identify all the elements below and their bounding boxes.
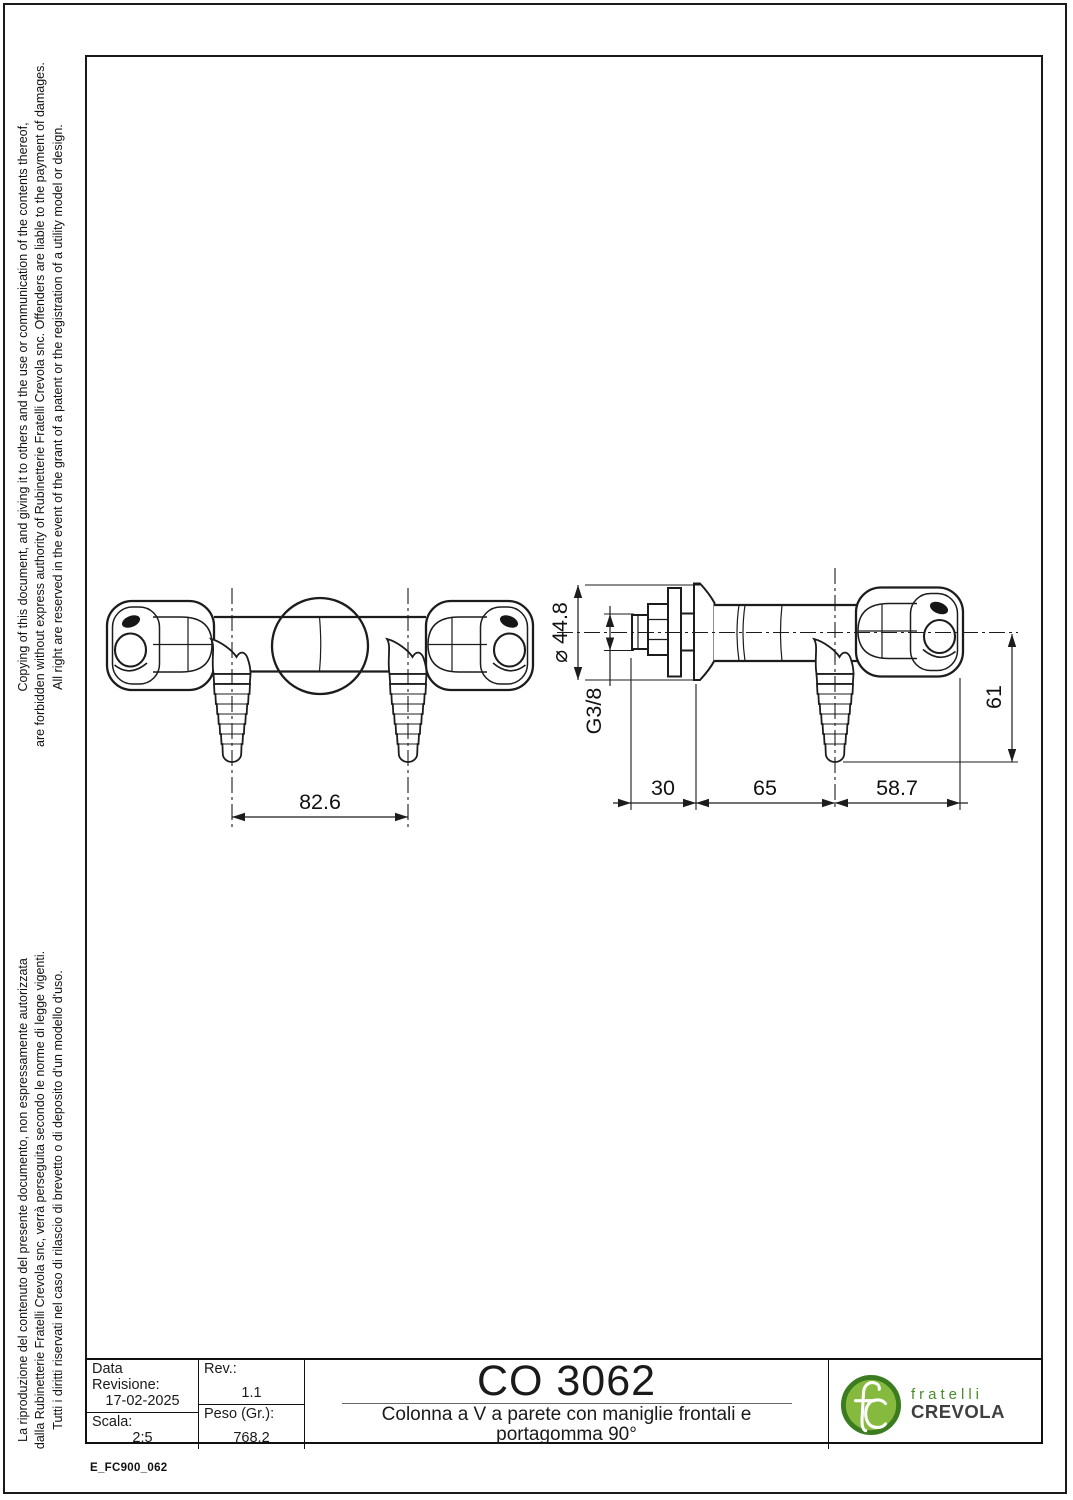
cell-rev bbox=[199, 1360, 304, 1405]
company-logo bbox=[829, 1360, 1041, 1449]
rev-value: 1.1 bbox=[241, 1385, 262, 1401]
cell-data-revisione bbox=[87, 1360, 198, 1413]
company-name bbox=[911, 1387, 1005, 1422]
product-description bbox=[382, 1405, 752, 1445]
dim-bottom-chain bbox=[613, 658, 968, 810]
dim-handle-offset-text: 58.7 bbox=[876, 776, 918, 800]
front-right-handle bbox=[426, 601, 533, 690]
side-wall-bell bbox=[694, 584, 715, 681]
legal-note-en-line2: are forbidden without express authority of Rubinetterie Fratelli Crevola snc. Offenders are liable to the payment of damages. bbox=[33, 62, 48, 747]
document-code: E_FC900_062 bbox=[90, 1462, 168, 1474]
peso-value: 768.2 bbox=[233, 1430, 270, 1446]
dim-front-width-text: 82.6 bbox=[299, 790, 341, 814]
dim-front-width bbox=[232, 790, 408, 821]
title-block-main bbox=[305, 1357, 829, 1449]
company-name-line2: CREVOLA bbox=[911, 1401, 1005, 1423]
product-code: CO 3062 bbox=[476, 1357, 657, 1405]
cell-scala bbox=[87, 1413, 198, 1449]
legal-note-it-line3: Tutti i diritti riservati nel caso di rilascio di brevetto o di deposito d'un modello d'uso. bbox=[50, 970, 65, 1430]
dim-drop-height-text: 61 bbox=[982, 685, 1006, 709]
legal-note-it-line2: dalla Rubinetterie Fratelli Crevola snc, verrà perseguita secondo le norme di legge vigenti. bbox=[33, 950, 48, 1450]
dim-thread-text: G3/8 bbox=[582, 687, 606, 735]
legal-note-en-line1: Copying of this document, and giving it to others and the use or communication of the contents thereof, bbox=[16, 122, 30, 692]
company-name-line1: fratelli bbox=[911, 1386, 984, 1404]
front-left-hose-barb bbox=[211, 639, 251, 762]
title-block bbox=[85, 1358, 1043, 1444]
dim-thread bbox=[582, 606, 634, 734]
dim-body-length-text: 65 bbox=[753, 776, 777, 800]
title-block-col2 bbox=[199, 1360, 305, 1449]
cell-peso bbox=[199, 1405, 304, 1449]
legal-note-en-line3: All right are reserved in the event of the grant of a patent or the registration of a utility model or design. bbox=[50, 124, 65, 690]
dim-flange-diameter-text: ⌀ 44.8 bbox=[548, 602, 572, 663]
front-left-handle bbox=[107, 601, 214, 690]
front-right-hose-barb bbox=[387, 639, 427, 762]
product-description-line2: portagomma 90° bbox=[496, 1423, 637, 1445]
side-view bbox=[548, 568, 1018, 810]
front-view bbox=[107, 588, 533, 829]
dim-wall-offset-text: 30 bbox=[651, 776, 675, 800]
legal-note-it-line1: La riproduzione del contenuto del presente documento, non espressamente autorizzata bbox=[16, 958, 30, 1442]
product-description-line1: Colonna a V a parete con maniglie frontali e bbox=[381, 1403, 752, 1425]
data-revisione-label: Data Revisione: bbox=[92, 1361, 160, 1393]
data-revisione-value: 17-02-2025 bbox=[105, 1393, 180, 1409]
peso-label: Peso (Gr.): bbox=[204, 1406, 275, 1422]
rev-label: Rev.: bbox=[204, 1361, 237, 1377]
side-hex-nut bbox=[648, 604, 668, 655]
fc-monogram-icon bbox=[840, 1374, 902, 1436]
title-block-col1 bbox=[87, 1360, 199, 1449]
scala-label: Scala: bbox=[92, 1414, 133, 1430]
scala-value: 2:5 bbox=[132, 1430, 153, 1446]
side-hose-barb bbox=[814, 639, 854, 762]
